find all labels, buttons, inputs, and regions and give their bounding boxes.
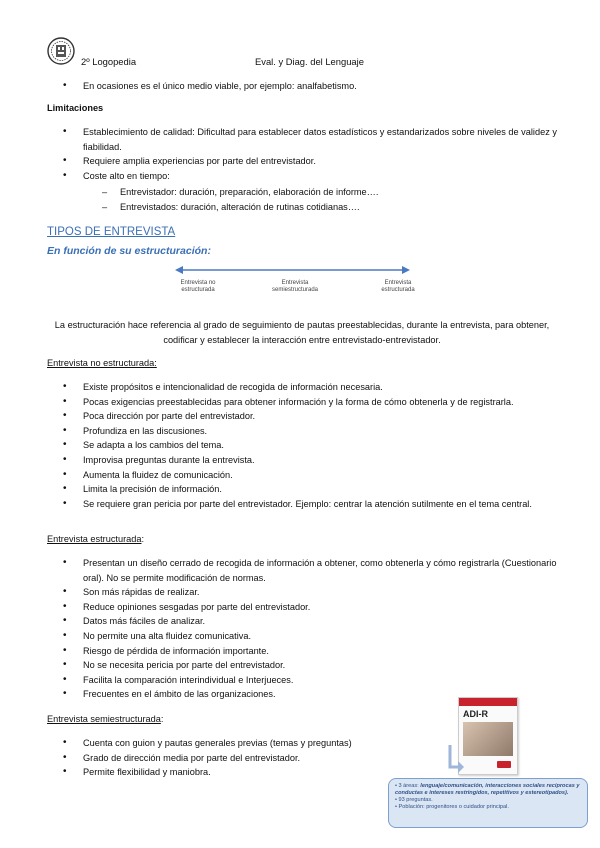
list-item: • No permite una alta fluidez comunicativa. <box>63 629 564 644</box>
scale-middle-label: Entrevista semiestructurada <box>271 280 319 293</box>
list-item: • Presentan un diseño cerrado de recogida de información a obtener, como obtenerla y cómo registrarla (Cuestionario oral). No se permite modificación de normas. <box>63 556 564 585</box>
adir-info-box <box>388 778 588 828</box>
structured-title: Entrevista estructurada <box>47 534 142 544</box>
structured-list <box>63 556 564 702</box>
list-item: • Requiere amplia experiencias por parte del entrevistador. <box>63 154 564 169</box>
semistructured-heading <box>47 714 163 724</box>
list-item: • Se adapta a los cambios del tema. <box>63 438 564 453</box>
sub-list-item: – Entrevistados: duración, alteración de rutinas cotidianas…. <box>102 200 378 215</box>
list-item: • Limita la precisión de información. <box>63 482 564 497</box>
list-item: • Son más rápidas de realizar. <box>63 585 564 600</box>
structuration-paragraph: La estructuración hace referencia al grado de seguimiento de pautas preestablecidas, durante la entrevista, para obtener, codificar y establecer la interacción entre entrevistado-entrevistador. <box>54 320 550 345</box>
list-item: • Aumenta la fluidez de comunicación. <box>63 468 564 483</box>
list-item: • Riesgo de pérdida de información importante. <box>63 644 564 659</box>
list-item: • Facilita la comparación interindividual e Interjueces. <box>63 673 564 688</box>
adir-cover-band <box>459 698 517 706</box>
adir-publisher-logo <box>497 761 511 768</box>
structuration-arrow <box>175 263 410 277</box>
section-title: TIPOS DE ENTREVISTA <box>47 226 176 238</box>
structured-title-suffix: : <box>141 534 145 544</box>
adir-info-item: • Población: progenitores o cuidador principal. <box>395 804 509 810</box>
adir-cover <box>458 697 518 775</box>
university-seal <box>46 36 76 66</box>
list-item: • Grado de dirección media por parte del entrevistador. <box>63 751 360 766</box>
list-item: • Poca dirección por parte del entrevistador. <box>63 409 564 424</box>
list-item: • Datos más fáciles de analizar. <box>63 614 564 629</box>
list-item: • Permite flexibilidad y maniobra. <box>63 765 360 780</box>
list-item: • Cuenta con guion y pautas generales previas (temas y preguntas) <box>63 736 360 751</box>
semistructured-list <box>63 736 360 780</box>
list-item: • Frecuentes en el ámbito de las organizaciones. <box>63 687 564 702</box>
limitations-sublist <box>102 185 378 214</box>
intro-list <box>63 79 564 94</box>
list-item: • Se requiere gran pericia por parte del entrevistador. Ejemplo: centrar la atención sutilmente en el tema central. <box>63 497 564 512</box>
scale-left-label: Entrevista no estructurada <box>180 280 216 293</box>
scale-right-label: Entrevista estructurada <box>381 280 415 293</box>
list-item: • No se necesita pericia por parte del entrevistador. <box>63 658 564 673</box>
header-subject: Eval. y Diag. del Lenguaje <box>255 56 364 67</box>
list-item: • Establecimiento de calidad: Dificultad para establecer datos estadísticos y estandarizados sobre niveles de validez y fiabilidad. <box>63 125 564 154</box>
list-item: • En ocasiones es el único medio viable, por ejemplo: analfabetismo. <box>63 79 564 94</box>
list-item: • Profundiza en las discusiones. <box>63 424 564 439</box>
list-item: • Coste alto en tiempo: <box>63 169 564 184</box>
list-item: • Existe propósitos e intencionalidad de recogida de información necesaria. <box>63 380 564 395</box>
list-item: • Pocas exigencias preestablecidas para obtener información y la forma de cómo obtenerla y de registrarla. <box>63 395 564 410</box>
header-course: 2º Logopedia <box>81 56 137 67</box>
adir-info-item: • 93 preguntas. <box>395 797 433 803</box>
seal-icon <box>46 36 76 66</box>
limitations-list <box>63 125 564 183</box>
limitations-title: Limitaciones <box>47 103 104 113</box>
semistructured-title: Entrevista semiestructurada <box>47 714 161 724</box>
unstructured-list <box>63 380 564 511</box>
adir-connector-arrow <box>444 745 464 781</box>
sub-list-item: – Entrevistador: duración, preparación, elaboración de informe…. <box>102 185 378 200</box>
list-item: • Reduce opiniones sesgadas por parte del entrevistador. <box>63 600 564 615</box>
list-item: • Improvisa preguntas durante la entrevista. <box>63 453 564 468</box>
unstructured-title: Entrevista no estructurada: <box>47 358 157 368</box>
adir-info-item: • 3 áreas: lenguaje/comunicación, interacciones sociales recíprocas y conductas e intereses restringidos, repetitivos y estereotipados). <box>395 783 580 796</box>
section-subtitle: En función de su estructuración: <box>47 245 211 257</box>
structured-heading <box>47 534 144 544</box>
adir-cover-title: ADI-R <box>463 709 488 719</box>
adir-cover-photo <box>463 722 513 756</box>
semistructured-title-suffix: : <box>160 714 164 724</box>
